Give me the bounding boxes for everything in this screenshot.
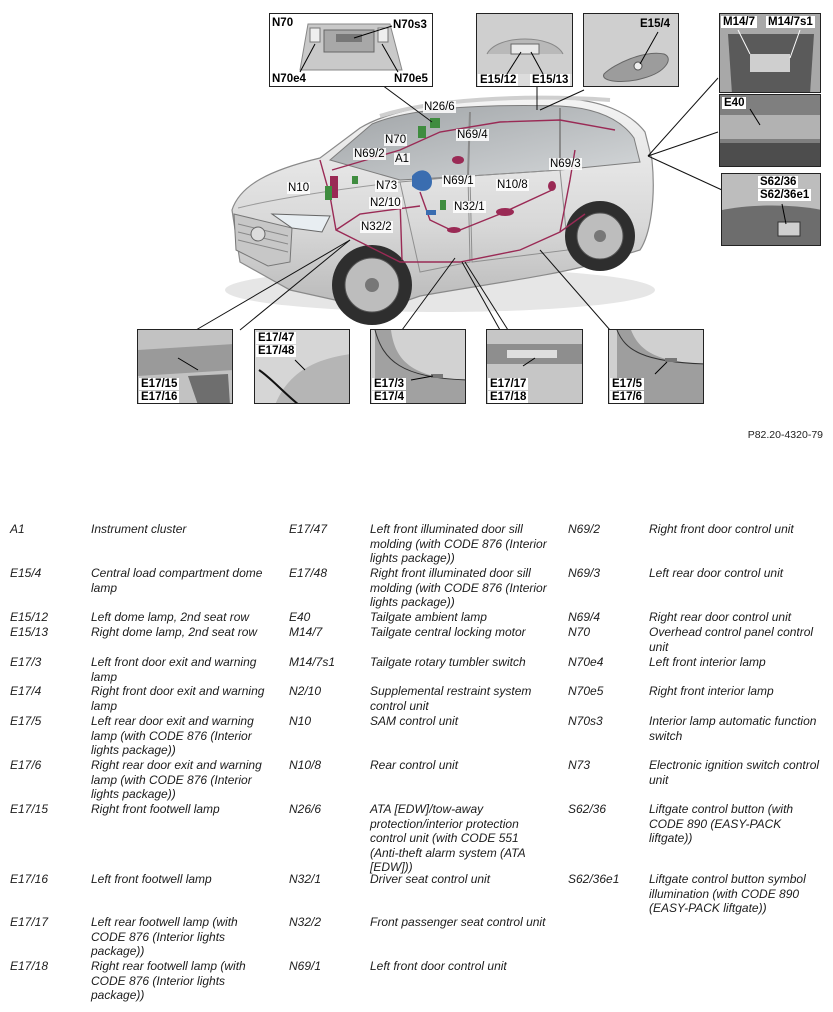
legend-description: Rear control unit — [370, 758, 459, 772]
rear-wheel — [565, 201, 635, 271]
label-m14-7: M14/7 — [723, 16, 755, 28]
label-n32-1: N32/1 — [454, 201, 485, 213]
legend-description: ATA [EDW]/tow-away protection/interior protection control unit (with CODE 551 (Anti-theft alarm system (ATA [EDW])) — [370, 802, 526, 874]
label-e17-48: E17/48 — [258, 345, 295, 357]
inset-front-footwell — [137, 329, 233, 404]
inset-door-sill — [254, 329, 350, 404]
label-n10-8: N10/8 — [497, 179, 528, 191]
legend-code: N70 — [568, 625, 591, 639]
diagram-reference: P82.20-4320-79 — [747, 429, 823, 441]
legend-code: E17/47 — [289, 522, 328, 536]
legend-code: N32/2 — [289, 915, 322, 929]
label-n69-1: N69/1 — [443, 175, 474, 187]
label-e17-6: E17/6 — [612, 391, 643, 403]
legend-code: E17/15 — [10, 802, 49, 816]
label-e15-13: E15/13 — [532, 74, 569, 86]
legend-code: N2/10 — [289, 684, 322, 698]
legend-code: M14/7s1 — [289, 655, 336, 669]
legend-code: S62/36 — [568, 802, 607, 816]
legend-code: A1 — [10, 522, 25, 536]
legend-description: Electronic ignition switch control unit — [649, 758, 820, 787]
label-n70: N70 — [385, 134, 407, 146]
label-e17-17: E17/17 — [490, 378, 527, 390]
legend-code: E17/6 — [10, 758, 42, 772]
legend-description: Overhead control panel control unit — [649, 625, 814, 654]
legend-description: Right front door exit and warning lamp — [91, 684, 265, 713]
label-e40: E40 — [724, 97, 745, 109]
legend-description: Right dome lamp, 2nd seat row — [91, 625, 258, 639]
legend-code: N70s3 — [568, 714, 603, 728]
inset-rear-footwell — [486, 329, 583, 404]
label-e17-3: E17/3 — [374, 378, 405, 390]
label-e15-12: E15/12 — [480, 74, 517, 86]
legend-code: E17/16 — [10, 872, 49, 886]
legend-description: Left front illuminated door sill molding (with CODE 876 (Interior lights package)) — [370, 522, 547, 565]
legend-code: N10 — [289, 714, 312, 728]
label-n26-6: N26/6 — [424, 101, 455, 113]
legend-code: M14/7 — [289, 625, 323, 639]
inset-tailgate-lock — [719, 13, 821, 93]
inset-liftgate-button — [721, 173, 821, 246]
legend-code: N70e5 — [568, 684, 604, 698]
legend-code: S62/36e1 — [568, 872, 620, 886]
legend-description: Left dome lamp, 2nd seat row — [91, 610, 250, 624]
inset-dome-lamps — [476, 13, 573, 87]
inset-rear-door-exit-lamp — [608, 329, 704, 404]
legend-description: Tailgate ambient lamp — [370, 610, 487, 624]
label-n73: N73 — [376, 180, 398, 192]
label-n32-2: N32/2 — [361, 221, 392, 233]
inset-front-door-exit-lamp — [370, 329, 466, 404]
legend-description: Left rear footwell lamp (with CODE 876 (Interior lights package)) — [91, 915, 238, 958]
inset-load-compartment-lamp — [583, 13, 679, 87]
label-a1: A1 — [395, 153, 410, 165]
legend-description: Left front footwell lamp — [91, 872, 212, 886]
legend-description: Right rear door exit and warning lamp (with CODE 876 (Interior lights package)) — [91, 758, 262, 801]
legend-description: Tailgate central locking motor — [370, 625, 526, 639]
legend-description: Left front interior lamp — [649, 655, 766, 669]
label-n70e5: N70e5 — [394, 73, 428, 85]
legend-description: Left front door control unit — [370, 959, 507, 973]
legend-description: SAM control unit — [370, 714, 459, 728]
label-e17-16: E17/16 — [141, 391, 178, 403]
legend-code: E17/3 — [10, 655, 42, 669]
label-n69-4: N69/4 — [457, 129, 488, 141]
inset-tailgate-ambient-lamp — [719, 94, 821, 167]
legend-description: Left front door exit and warning lamp — [91, 655, 257, 684]
wiring-location-diagram — [0, 0, 833, 410]
legend-description: Right front interior lamp — [649, 684, 774, 698]
legend-code: N70e4 — [568, 655, 604, 669]
legend-code: N69/3 — [568, 566, 601, 580]
label-n10: N10 — [288, 182, 310, 194]
legend-code: E40 — [289, 610, 311, 624]
legend-code: N69/1 — [289, 959, 322, 973]
legend-code: N73 — [568, 758, 591, 772]
legend-code: E15/12 — [10, 610, 49, 624]
legend-description: Interior lamp automatic function switch — [649, 714, 817, 743]
legend-description: Right front footwell lamp — [91, 802, 220, 816]
legend-description: Left rear door control unit — [649, 566, 784, 580]
legend-description: Central load compartment dome lamp — [91, 566, 263, 595]
label-n70e4: N70e4 — [272, 73, 306, 85]
legend-description: Liftgate control button symbol illumination (with CODE 890 (EASY-PACK liftgate)) — [649, 872, 806, 915]
label-n69-2: N69/2 — [354, 148, 385, 160]
label-m14-7s1: M14/7s1 — [768, 16, 813, 28]
legend-description: Front passenger seat control unit — [370, 915, 546, 929]
label-s62-36e1: S62/36e1 — [760, 189, 810, 201]
front-wheel — [332, 245, 412, 325]
label-n70: N70 — [272, 17, 294, 29]
legend-code: E17/48 — [289, 566, 328, 580]
label-n70s3: N70s3 — [393, 19, 427, 31]
legend-code: N10/8 — [289, 758, 322, 772]
legend-description: Liftgate control button (with CODE 890 (EASY-PACK liftgate)) — [649, 802, 794, 845]
legend-description: Tailgate rotary tumbler switch — [370, 655, 526, 669]
label-e17-4: E17/4 — [374, 391, 405, 403]
legend-description: Supplemental restraint system control unit — [370, 684, 532, 713]
legend-code: E17/5 — [10, 714, 42, 728]
legend-description: Right rear footwell lamp (with CODE 876 (Interior lights package)) — [91, 959, 246, 1002]
legend-code: E17/18 — [10, 959, 49, 973]
label-e17-15: E17/15 — [141, 378, 178, 390]
legend-code: E17/4 — [10, 684, 42, 698]
legend-code: N32/1 — [289, 872, 322, 886]
label-e17-18: E17/18 — [490, 391, 527, 403]
legend-description: Right front illuminated door sill molding (with CODE 876 (Interior lights package)) — [370, 566, 547, 609]
legend-description: Driver seat control unit — [370, 872, 491, 886]
legend-description: Right rear door control unit — [649, 610, 792, 624]
legend-code: N26/6 — [289, 802, 322, 816]
legend-code: N69/4 — [568, 610, 601, 624]
legend-description: Right front door control unit — [649, 522, 794, 536]
label-s62-36: S62/36 — [760, 176, 797, 188]
legend-code: N69/2 — [568, 522, 601, 536]
label-n69-3: N69/3 — [550, 158, 581, 170]
label-e17-47: E17/47 — [258, 332, 295, 344]
legend-code: E15/4 — [10, 566, 42, 580]
label-e17-5: E17/5 — [612, 378, 643, 390]
legend-code: E17/17 — [10, 915, 49, 929]
label-n2-10: N2/10 — [370, 197, 401, 209]
legend-code: E15/13 — [10, 625, 49, 639]
legend-description: Instrument cluster — [91, 522, 187, 536]
legend-description: Left rear door exit and warning lamp (with CODE 876 (Interior lights package)) — [91, 714, 254, 757]
label-e15-4: E15/4 — [640, 18, 671, 30]
inset-overhead-control-panel — [269, 13, 433, 87]
